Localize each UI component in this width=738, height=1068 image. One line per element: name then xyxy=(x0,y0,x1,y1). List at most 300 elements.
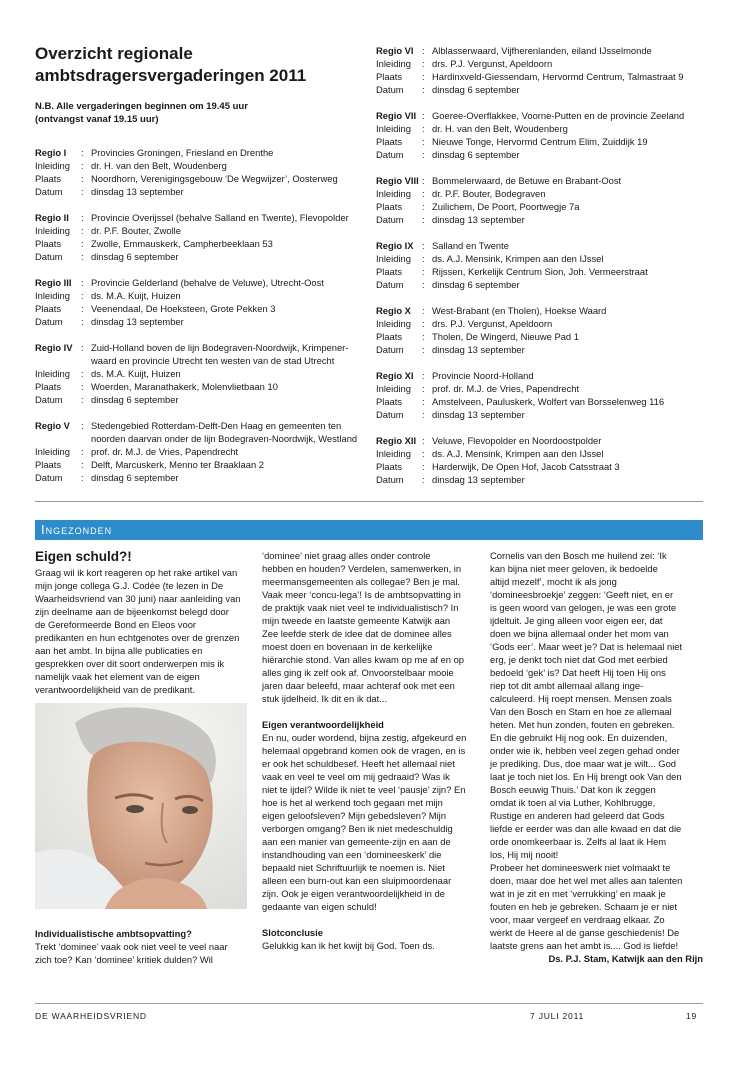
article-line: Probeer het domineeswerk niet volmaakt te xyxy=(490,862,671,873)
region-row xyxy=(35,458,365,471)
article-line: Waarheidsvriend van 30 juni) naar aanleiding van xyxy=(35,593,241,604)
footer-publication: DE WAARHEIDSVRIEND xyxy=(35,1011,147,1021)
spacer xyxy=(262,913,476,926)
article-line: riep tot dit ambt allemaal allang inge- xyxy=(490,680,644,691)
separator: : xyxy=(422,240,425,251)
region-field-label: Plaats xyxy=(35,303,62,314)
article-column-2 xyxy=(262,549,476,952)
regions-column-left xyxy=(35,146,365,497)
region-field-label: Datum xyxy=(376,149,404,160)
separator: : xyxy=(422,461,425,472)
separator xyxy=(81,354,91,367)
region-name: Regio VII xyxy=(376,110,417,121)
region-block xyxy=(376,239,706,291)
footer-divider xyxy=(35,1003,703,1004)
article-line: is geen woord van gelogen, je was een grote xyxy=(490,602,677,613)
region-row xyxy=(376,343,706,356)
region-row xyxy=(35,302,365,315)
region-name xyxy=(35,432,81,445)
region-field-label: Plaats xyxy=(35,381,62,392)
separator: : xyxy=(422,149,425,160)
region-field-label: Datum xyxy=(35,472,63,483)
article-line: bedoeld ‘gek’ is? Dat heeft Hij toen Hij ons xyxy=(490,667,666,678)
separator: : xyxy=(81,225,84,236)
article-line: hebben en houden? Verdelen, samenwerken, in xyxy=(262,563,462,574)
region-field-value: Amstelveen, Pauluskerk, Wolfert van Borsselenweg 116 xyxy=(432,396,665,407)
separator: : xyxy=(422,331,425,342)
region-row xyxy=(376,369,706,382)
region-row xyxy=(376,304,706,317)
region-row xyxy=(35,315,365,328)
separator xyxy=(81,432,91,445)
article-line: zijn. Ook je eigen verantwoordelijkheid in de xyxy=(262,888,445,899)
article-line: kan bijna niet meer geloven, ik bedoelde xyxy=(490,563,658,574)
separator: : xyxy=(81,251,84,262)
separator: : xyxy=(422,435,425,446)
article-line: doen, maar doe het wel met alles aan talenten xyxy=(490,875,683,886)
separator: : xyxy=(81,147,84,158)
region-block xyxy=(376,304,706,356)
region-row xyxy=(35,367,365,380)
region-area: Provincies Groningen, Friesland en Drenthe xyxy=(91,147,274,158)
article-line: Van den Bosch en Stam en hoe ze allemaal xyxy=(490,706,672,717)
region-name: Regio V xyxy=(35,420,70,431)
separator: : xyxy=(422,318,425,329)
region-row xyxy=(35,224,365,237)
article-line: helemaal opgebrand komen ook de vragen, en is xyxy=(262,745,466,756)
separator: : xyxy=(81,472,84,483)
region-block xyxy=(376,434,706,486)
article-title: Eigen schuld?! xyxy=(35,549,132,564)
region-row xyxy=(376,408,706,421)
article-line: gesprekken over dit soort onderwerpen mis ik xyxy=(35,658,225,669)
region-field-label: Plaats xyxy=(35,238,62,249)
separator: : xyxy=(81,160,84,171)
region-row xyxy=(376,434,706,447)
region-row xyxy=(35,419,365,432)
region-row xyxy=(35,432,365,445)
region-row xyxy=(376,447,706,460)
region-field-label: Datum xyxy=(376,84,404,95)
region-row xyxy=(35,393,365,406)
page-title: Overzicht regionale ambtsdragersvergaderingen 2011 xyxy=(35,44,307,85)
separator: : xyxy=(81,212,84,223)
article-line: Gelukkig kan ik het kwijt bij God. Toen ds. xyxy=(262,940,435,951)
region-field-value: drs. P.J. Vergunst, Apeldoorn xyxy=(432,58,553,69)
article-line: namelijk vaak het element van de eigen xyxy=(35,671,200,682)
region-field-value: Delft, Marcuskerk, Menno ter Braaklaan 2 xyxy=(91,459,264,470)
region-row xyxy=(376,44,706,57)
article-line: aan een manier van gemeente-zijn en aan de xyxy=(262,836,451,847)
region-row xyxy=(376,252,706,265)
separator: : xyxy=(81,381,84,392)
article-line: onder wie ik, hebben veel zegen gehad onder xyxy=(490,745,680,756)
region-field-value: Woerden, Maranathakerk, Molenvlietbaan 10 xyxy=(91,381,278,392)
separator: : xyxy=(422,396,425,407)
author-signature: Ds. P.J. Stam, Katwijk aan den Rijn xyxy=(548,953,703,964)
article-line: aan het ambt. In bijna alle publicaties en xyxy=(35,645,203,656)
region-field-value: Noordhorn, Verenigingsgebouw ‘De Wegwijzer’, Oosterweg xyxy=(91,173,338,184)
article-line: ‘domineesbroekje’ zeggen: ‘Geeft niet, en er xyxy=(490,589,674,600)
region-name: Regio VIII xyxy=(376,175,419,186)
region-area: Zuid-Holland boven de lijn Bodegraven-Noordwijk, Krimpener- xyxy=(91,342,349,353)
region-field-value: Nieuwe Tonge, Hervormd Centrum Elim, Zuiddijk 19 xyxy=(432,136,648,147)
region-area: Goeree-Overflakkee, Voorne-Putten en de provincie Zeeland xyxy=(432,110,685,121)
region-field-value: Zuilichem, De Poort, Poortwegje 7a xyxy=(432,201,580,212)
region-field-label: Plaats xyxy=(35,173,62,184)
region-block xyxy=(376,44,706,96)
article-line: stuk ijdelheid. Ik dit en ik dat... xyxy=(262,693,388,704)
region-row xyxy=(376,395,706,408)
region-row xyxy=(376,57,706,70)
article-line: vaak en veel te veel om mij gedraaid? Was ik xyxy=(262,771,450,782)
region-row xyxy=(376,330,706,343)
separator: : xyxy=(422,45,425,56)
region-block xyxy=(35,419,365,484)
separator: : xyxy=(422,474,425,485)
region-field-value: ds. A.J. Mensink, Krimpen aan den IJssel xyxy=(432,448,604,459)
article-line: alles ging ik zelf ook af. Onvoorstelbaar mooie xyxy=(262,667,454,678)
article-line: orde onomkeerbaar is. Zelfs al laat ik Hem xyxy=(490,836,667,847)
separator: : xyxy=(81,446,84,457)
region-row xyxy=(376,200,706,213)
separator: : xyxy=(422,123,425,134)
region-field-label: Datum xyxy=(35,316,63,327)
region-block xyxy=(35,276,365,328)
region-row xyxy=(376,460,706,473)
region-field-label: Plaats xyxy=(376,201,403,212)
article-line: altijd mezelf’, mocht ik als jong xyxy=(490,576,617,587)
article-line: calculeerd. Hij roept mensen. Mensen zoals xyxy=(490,693,672,704)
region-area: West-Brabant (en Tholen), Hoekse Waard xyxy=(432,305,607,316)
article-line: doen we bijna allemaal onder het mom van xyxy=(490,628,669,639)
region-field-label: Inleiding xyxy=(35,446,70,457)
separator: : xyxy=(81,459,84,470)
region-row xyxy=(376,213,706,226)
region-row xyxy=(376,317,706,330)
separator: : xyxy=(422,383,425,394)
separator: : xyxy=(422,58,425,69)
region-area: Provincie Noord-Holland xyxy=(432,370,534,381)
separator: : xyxy=(422,136,425,147)
region-row xyxy=(376,239,706,252)
article-column-3 xyxy=(490,549,703,965)
article-line: mijn tweede en laatste gemeente Katwijk aan xyxy=(262,615,451,626)
separator: : xyxy=(422,201,425,212)
region-field-value: dinsdag 6 september xyxy=(432,84,520,95)
article-line: zijn deelname aan de bijeenkomst belegd door xyxy=(35,606,229,617)
region-row xyxy=(376,265,706,278)
region-area: Provincie Overijssel (behalve Salland en Twente), Flevopolder xyxy=(91,212,349,223)
article-line: verborgen omgang? Ben ik niet medeschuldig xyxy=(262,823,453,834)
article-line: moest doen en bovenaan in de kerkelijke xyxy=(262,641,433,652)
article-line: voor, maar vergeef en verdraag elkaar. Zo xyxy=(490,914,665,925)
region-field-label: Datum xyxy=(376,344,404,355)
region-field-value: dinsdag 6 september xyxy=(91,472,179,483)
separator: : xyxy=(81,238,84,249)
separator: : xyxy=(422,448,425,459)
region-field-label: Plaats xyxy=(376,331,403,342)
article-line: alleen een burn-out kan een sluipmoordenaar xyxy=(262,875,452,886)
region-field-label: Inleiding xyxy=(376,58,411,69)
separator: : xyxy=(422,175,425,186)
article-line: werkt de Heere al de ganse geschiedenis! De xyxy=(490,927,680,938)
region-field-value: ds. M.A. Kuijt, Huizen xyxy=(91,368,181,379)
region-field-label: Datum xyxy=(35,186,63,197)
region-field-value: dinsdag 13 september xyxy=(432,474,525,485)
article-line: predikanten en hun echtgenotes over de grenzen xyxy=(35,632,240,643)
region-field-value: Veenendaal, De Hoeksteen, Grote Pekken 3 xyxy=(91,303,276,314)
separator: : xyxy=(81,368,84,379)
subheading: Eigen verantwoordelijkheid xyxy=(262,719,384,730)
article-line: de Gereformeerde Bond en Eleos voor xyxy=(35,619,197,630)
region-field-label: Plaats xyxy=(376,461,403,472)
region-field-value: dinsdag 6 september xyxy=(432,279,520,290)
region-row xyxy=(35,237,365,250)
article-photo xyxy=(35,703,247,909)
article-line: Graag wil ik kort reageren op het rake artikel van xyxy=(35,567,238,578)
region-field-value: dinsdag 13 september xyxy=(91,186,184,197)
region-field-value: dinsdag 6 september xyxy=(91,251,179,262)
article-line: de praktijk vaak niet veel te individualistisch? In xyxy=(262,602,459,613)
article-line: fouten en heb je gebreken. Schaam je er niet xyxy=(490,901,678,912)
region-field-value: dr. P.F. Bouter, Bodegraven xyxy=(432,188,546,199)
region-row xyxy=(35,146,365,159)
region-field-value: dinsdag 13 september xyxy=(432,344,525,355)
region-row xyxy=(35,341,365,354)
region-row xyxy=(35,185,365,198)
separator: : xyxy=(81,303,84,314)
region-field-value: Tholen, De Wingerd, Nieuwe Pad 1 xyxy=(432,331,579,342)
article-line: Zee leefde sterk de idee dat de dominee alles xyxy=(262,628,452,639)
region-name: Regio II xyxy=(35,212,69,223)
region-row xyxy=(376,382,706,395)
region-field-value: dr. P.F. Bouter, Zwolle xyxy=(91,225,181,236)
region-field-label: Inleiding xyxy=(376,318,411,329)
region-row xyxy=(35,211,365,224)
region-field-value: ds. M.A. Kuijt, Huizen xyxy=(91,290,181,301)
subheading: Slotconclusie xyxy=(262,927,323,938)
region-name: Regio I xyxy=(35,147,67,158)
region-field-label: Plaats xyxy=(376,266,403,277)
separator: : xyxy=(422,253,425,264)
region-block xyxy=(35,211,365,263)
region-row xyxy=(35,289,365,302)
region-area: Alblasserwaard, Vijfherenlanden, eiland IJsselmonde xyxy=(432,45,652,56)
region-field-label: Plaats xyxy=(35,459,62,470)
region-field-label: Inleiding xyxy=(35,225,70,236)
article-line: laat je toch niet los. En Hij brengt ook Van den xyxy=(490,771,682,782)
region-field-label: Datum xyxy=(376,409,404,420)
region-field-label: Datum xyxy=(376,474,404,485)
region-name: Regio III xyxy=(35,277,72,288)
region-field-label: Inleiding xyxy=(376,123,411,134)
separator: : xyxy=(81,290,84,301)
region-field-value: drs. P.J. Vergunst, Apeldoorn xyxy=(432,318,553,329)
separator: : xyxy=(81,394,84,405)
region-field-value: prof. dr. M.J. de Vries, Papendrecht xyxy=(91,446,239,457)
separator: : xyxy=(422,279,425,290)
region-field-label: Inleiding xyxy=(35,160,70,171)
separator: : xyxy=(422,214,425,225)
article-line: Bosch eeuwig Thuis.’ Dat kon ik zeggen xyxy=(490,784,656,795)
article-line: mijn jonge collega G.J. Codée (te lezen in De xyxy=(35,580,224,591)
article-line: ‘Gods eer’. Maar weet je? Dat is helemaal niet xyxy=(490,641,683,652)
photo-caption: Individualistische ambtsopvatting? Trekt ‘dominee’ vaak ook niet veel te veel naar zich toe? Kan ‘dominee’ kritiek dulden? Wil xyxy=(35,928,228,965)
article-line: Vaak meer ‘concu-lega’! Is de ambtsopvatting in xyxy=(262,589,461,600)
region-row xyxy=(376,109,706,122)
separator: : xyxy=(422,266,425,277)
region-field-value: dinsdag 13 september xyxy=(432,409,525,420)
region-field-value: dr. H. van den Belt, Woudenberg xyxy=(432,123,568,134)
region-field-label: Inleiding xyxy=(376,383,411,394)
region-row xyxy=(35,250,365,263)
article-line: En die gebruikt Hij nog ook. En duizenden, xyxy=(490,732,668,743)
article-line: meermansgemeenten als collegae? Ben je mal. xyxy=(262,576,461,587)
spacer xyxy=(262,705,476,718)
article-line: je prediking. Dus, doe maar wat je wilt... God xyxy=(490,758,677,769)
region-row xyxy=(376,187,706,200)
divider xyxy=(35,501,703,502)
article-column-1 xyxy=(35,566,249,696)
article-line: hiërarchie stond. Van alles kwam op me af en op xyxy=(262,654,465,665)
region-field-value: ds. A.J. Mensink, Krimpen aan den IJssel xyxy=(432,253,604,264)
article-line: eigen geloofsleven? Mijn gebedsleven? Mijn xyxy=(262,810,446,821)
article-line: niet te ijdel? Wilde ik niet te veel ‘pausje’ zijn? En xyxy=(262,784,466,795)
article-line: laatste grens aan het ambt is.... God is liefde! xyxy=(490,940,679,951)
region-field-value: Hardinxveld-Giessendam, Hervormd Centrum, Talmastraat 9 xyxy=(432,71,684,82)
region-name: Regio XI xyxy=(376,370,414,381)
separator: : xyxy=(422,344,425,355)
article-line: instandhouding van een ‘domineeskerk’ die xyxy=(262,849,442,860)
region-row xyxy=(376,135,706,148)
region-field-label: Inleiding xyxy=(376,448,411,459)
article-line: jaren daar beleefd, maar achteraf ook met een xyxy=(262,680,455,691)
region-field-value: prof. dr. M.J. de Vries, Papendrecht xyxy=(432,383,580,394)
region-block xyxy=(35,341,365,406)
footer-date: 7 JULI 2011 xyxy=(530,1011,585,1021)
region-field-value: Zwolle, Emmauskerk, Campherbeeklaan 53 xyxy=(91,238,273,249)
section-label: Ingezonden xyxy=(41,522,113,537)
region-row xyxy=(376,70,706,83)
region-name: Regio IX xyxy=(376,240,414,251)
region-block xyxy=(35,146,365,198)
article-line: los, Hij mij nooit! xyxy=(490,849,559,860)
article-line: ijdeltuit. Je ging alleen voor eigen eer, dat xyxy=(490,615,663,626)
region-field-label: Plaats xyxy=(376,71,403,82)
region-name: Regio IV xyxy=(35,342,73,353)
article-line: wat in je zit en met ‘verrukking’ en maak je xyxy=(490,888,666,899)
article-line: er ook het schuldbesef. Heeft het allemaal niet xyxy=(262,758,455,769)
region-name: Regio VI xyxy=(376,45,414,56)
article-line: Rustige en anderen had geleerd dat Gods xyxy=(490,810,665,821)
region-area: Bommelerwaard, de Betuwe en Brabant-Oost xyxy=(432,175,622,186)
region-row xyxy=(35,172,365,185)
separator: : xyxy=(81,342,84,353)
article-line: liefde er eerder was dan alle kwaad en dat die xyxy=(490,823,682,834)
region-field-value: dinsdag 13 september xyxy=(432,214,525,225)
section-banner xyxy=(35,520,703,540)
article-line: hoe is het al werkend toch gegaan met mijn xyxy=(262,797,443,808)
region-row xyxy=(35,471,365,484)
separator: : xyxy=(422,305,425,316)
region-field-label: Datum xyxy=(35,394,63,405)
region-area: Salland en Twente xyxy=(432,240,509,251)
region-field-label: Datum xyxy=(35,251,63,262)
region-name xyxy=(35,354,81,367)
meeting-time-note: N.B. Alle vergaderingen beginnen om 19.45 uur (ontvangst vanaf 19.15 uur) xyxy=(35,101,248,125)
region-area: waard en provincie Utrecht ten westen van de stad Utrecht xyxy=(91,355,335,366)
region-row xyxy=(35,159,365,172)
region-area: noorden daarvan onder de lijn Bodegraven-Noordwijk, Westland xyxy=(91,433,358,444)
article-line: erg, je denkt toch niet dat God met eerbied xyxy=(490,654,668,665)
region-field-label: Inleiding xyxy=(376,253,411,264)
region-row xyxy=(376,83,706,96)
region-row xyxy=(35,276,365,289)
region-row xyxy=(376,122,706,135)
region-row xyxy=(35,354,365,367)
article-line: heten. Met hun zonden, fouten en gebreken. xyxy=(490,719,675,730)
region-block xyxy=(376,174,706,226)
region-name: Regio XII xyxy=(376,435,417,446)
region-field-label: Inleiding xyxy=(35,368,70,379)
separator: : xyxy=(81,316,84,327)
region-field-label: Datum xyxy=(376,214,404,225)
region-field-label: Plaats xyxy=(376,136,403,147)
region-field-value: Harderwijk, De Open Hof, Jacob Catsstraat 3 xyxy=(432,461,620,472)
separator: : xyxy=(81,173,84,184)
separator: : xyxy=(422,370,425,381)
region-row xyxy=(35,380,365,393)
pensive-man-image xyxy=(35,703,247,909)
footer-page-number: 19 xyxy=(686,1011,698,1021)
region-field-value: dr. H. van den Belt, Woudenberg xyxy=(91,160,227,171)
article-line: Cornelis van den Bosch me huilend zei: ‘Ik xyxy=(490,550,667,561)
article-line: gedaante van eigen schuld! xyxy=(262,901,377,912)
regions-column-right xyxy=(376,44,706,499)
article-line: bepaald niet Schriftuurlijk te noemen is. Niet xyxy=(262,862,445,873)
region-row xyxy=(376,473,706,486)
separator: : xyxy=(81,420,84,431)
separator: : xyxy=(422,188,425,199)
article-line: omdat ik toen al via Luther, Kohlbrugge, xyxy=(490,797,656,808)
region-field-value: dinsdag 6 september xyxy=(432,149,520,160)
region-field-value: dinsdag 6 september xyxy=(91,394,179,405)
region-area: Stedengebied Rotterdam-Delft-Den Haag en gemeenten ten xyxy=(91,420,342,431)
separator: : xyxy=(422,84,425,95)
region-field-value: Rijssen, Kerkelijk Centrum Sion, Joh. Vermeerstraat xyxy=(432,266,648,277)
separator: : xyxy=(422,71,425,82)
region-row xyxy=(376,174,706,187)
separator: : xyxy=(81,186,84,197)
region-row xyxy=(376,148,706,161)
region-block xyxy=(376,369,706,421)
region-row xyxy=(376,278,706,291)
region-block xyxy=(376,109,706,161)
article-line: ‘dominee’ niet graag alles onder controle xyxy=(262,550,431,561)
region-field-label: Inleiding xyxy=(35,290,70,301)
region-field-label: Plaats xyxy=(376,396,403,407)
article-line: En nu, ouder wordend, bijna zestig, afgekeurd en xyxy=(262,732,467,743)
region-field-label: Datum xyxy=(376,279,404,290)
region-area: Provincie Gelderland (behalve de Veluwe), Utrecht-Oost xyxy=(91,277,324,288)
region-row xyxy=(35,445,365,458)
separator: : xyxy=(81,277,84,288)
separator: : xyxy=(422,409,425,420)
region-field-value: dinsdag 13 september xyxy=(91,316,184,327)
region-name: Regio X xyxy=(376,305,411,316)
region-field-label: Inleiding xyxy=(376,188,411,199)
